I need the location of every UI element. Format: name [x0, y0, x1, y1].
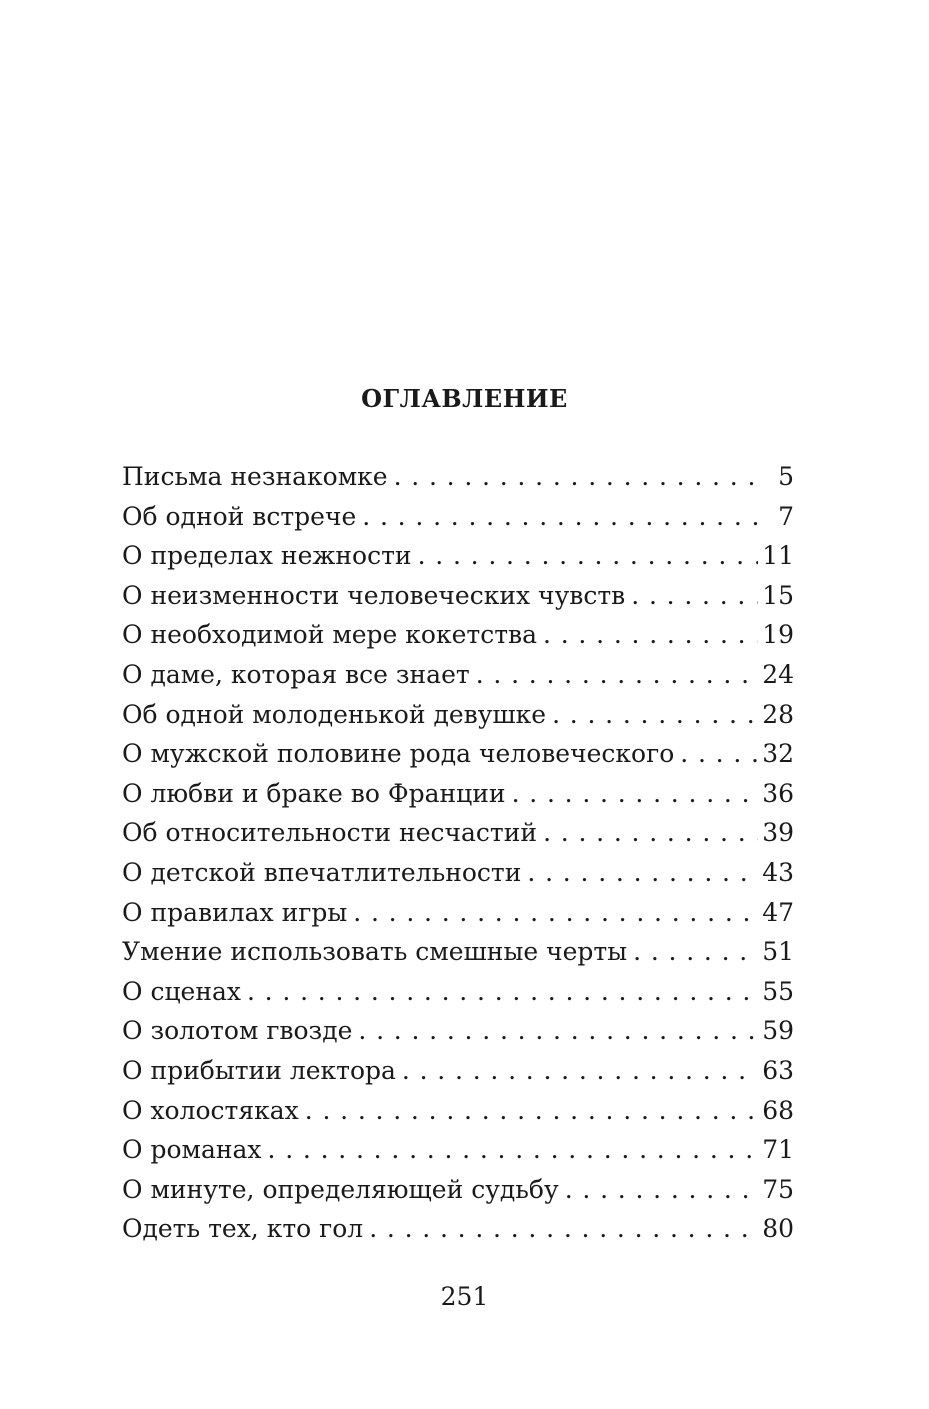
toc-entry-page: 59	[762, 1016, 794, 1046]
toc-entry	[122, 853, 794, 893]
toc-entry-title: О неизменности человеческих чувств	[122, 580, 626, 610]
toc-entry-title: Об одной встрече	[122, 501, 357, 531]
toc-entry	[122, 1091, 794, 1131]
dot-leader	[680, 734, 758, 774]
toc-entry-page: 32	[762, 739, 794, 769]
dot-leader	[552, 695, 758, 735]
toc-entry-page: 5	[778, 462, 794, 491]
toc-entry	[122, 536, 794, 576]
dot-leader	[358, 1011, 758, 1051]
toc-entry-page: 63	[762, 1055, 794, 1085]
toc-entry	[122, 457, 794, 497]
dot-leader	[362, 497, 760, 537]
toc-entry	[122, 932, 794, 972]
toc-entry-title: Об одной молоденькой девушке	[122, 699, 547, 729]
toc-entry-page: 47	[762, 897, 794, 927]
toc-entry-title: О мужской половине рода человеческого	[122, 739, 675, 769]
toc-entry-page: 80	[762, 1214, 794, 1244]
toc-entry-title: О детской впечатлительности	[122, 857, 522, 887]
toc-entry-page: 43	[762, 857, 794, 887]
toc-entry-title: Умение использовать смешные черты	[122, 937, 628, 967]
dot-leader	[418, 536, 759, 576]
toc-entry-title: О необходимой мере кокетства	[122, 620, 538, 650]
toc-entry-title: Одеть тех, кто гол	[122, 1214, 364, 1244]
toc-entry-page: 28	[762, 699, 794, 729]
dot-leader	[565, 1170, 759, 1210]
toc-entry	[122, 1209, 794, 1249]
toc-entry	[122, 615, 794, 655]
toc-entry	[122, 497, 794, 537]
toc-entry-title: Об относительности несчастий	[122, 818, 538, 848]
toc-entry-title: О холостяках	[122, 1095, 299, 1125]
dot-leader	[305, 1091, 758, 1131]
toc-entry-page: 51	[762, 937, 794, 967]
toc-entry	[122, 774, 794, 814]
toc-entry	[122, 734, 794, 774]
toc-entry-page: 19	[762, 620, 794, 650]
toc-entry	[122, 1011, 794, 1051]
dot-leader	[631, 576, 758, 616]
dot-leader	[476, 655, 758, 695]
toc-entry-title: О правилах игры	[122, 897, 348, 927]
toc-entry-page: 24	[762, 659, 794, 689]
toc-entry	[122, 972, 794, 1012]
toc-entry-title: О любви и браке во Франции	[122, 778, 506, 808]
toc-entry-page: 15	[762, 580, 794, 610]
dot-leader	[268, 1130, 759, 1170]
toc-entry-page: 75	[762, 1174, 794, 1204]
toc-entry	[122, 893, 794, 933]
toc-entry	[122, 655, 794, 695]
dot-leader	[543, 813, 758, 853]
toc-entry-title: О даме, которая все знает	[122, 659, 470, 689]
toc-entry-page: 11	[762, 541, 794, 571]
toc-entry-title: О минуте, определяющей судьбу	[122, 1174, 559, 1204]
toc-entry-title: О золотом гвозде	[122, 1016, 353, 1046]
toc-entry-page: 7	[778, 501, 794, 531]
dot-leader	[512, 774, 759, 814]
page-number: 251	[440, 1282, 489, 1311]
toc-entry-page: 39	[762, 818, 794, 848]
toc-entry-page: 68	[762, 1095, 794, 1125]
toc-entry	[122, 1051, 794, 1091]
toc-list	[122, 457, 794, 1249]
toc-entry	[122, 813, 794, 853]
toc-entry	[122, 1130, 794, 1170]
dot-leader	[247, 972, 758, 1012]
dot-leader	[633, 932, 758, 972]
toc-entry-page: 71	[762, 1135, 794, 1165]
toc-entry-page: 55	[762, 976, 794, 1006]
toc-entry-title: Письма незнакомке	[122, 462, 388, 491]
dot-leader	[369, 1209, 758, 1249]
toc-entry	[122, 1170, 794, 1210]
dot-leader	[543, 615, 758, 655]
toc-entry-title: О пределах нежности	[122, 541, 412, 571]
toc-entry-title: О прибытии лектора	[122, 1055, 396, 1085]
dot-leader	[402, 1051, 758, 1091]
toc-entry	[122, 695, 794, 735]
toc-entry	[122, 576, 794, 616]
toc-entry-title: О романах	[122, 1135, 262, 1165]
dot-leader	[527, 853, 758, 893]
toc-entry-page: 36	[762, 778, 794, 808]
toc-heading: ОГЛАВЛЕНИЕ	[361, 384, 568, 413]
dot-leader	[353, 893, 758, 933]
dot-leader	[394, 457, 760, 497]
toc-entry-title: О сценах	[122, 976, 241, 1006]
